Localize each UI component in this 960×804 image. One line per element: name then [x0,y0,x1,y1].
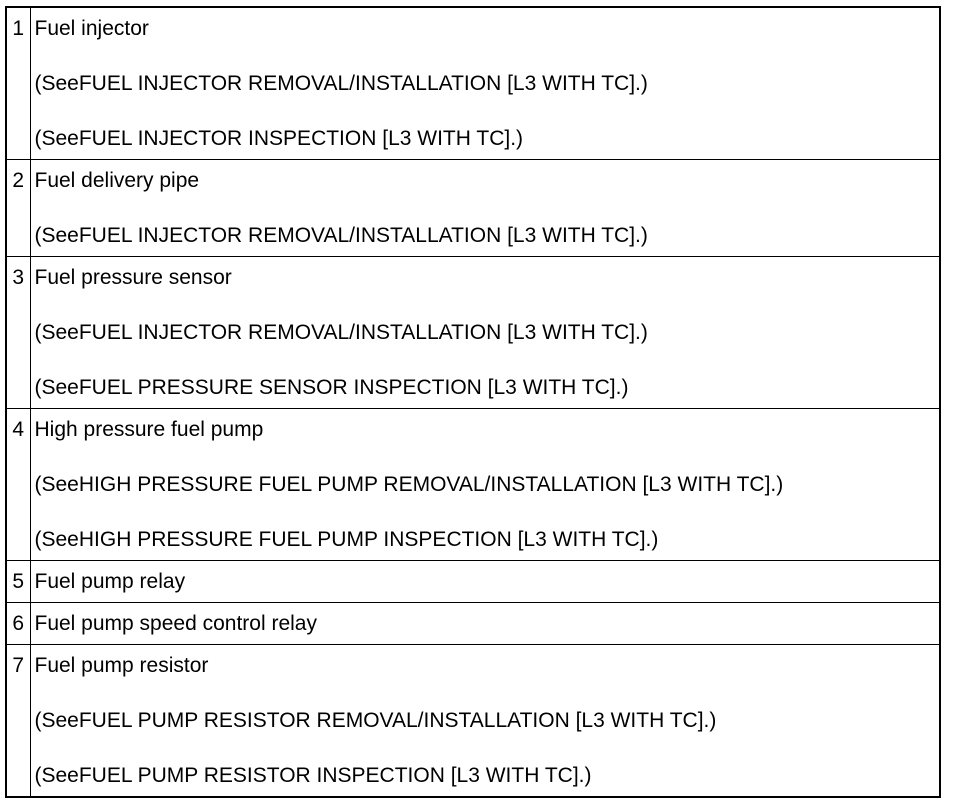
table-row [6,603,940,645]
part-description-cell [30,7,940,160]
reference-link[interactable]: (SeeHIGH PRESSURE FUEL PUMP REMOVAL/INSTALLATION [L3 WITH TC].) [34,473,784,496]
part-number: 5 [12,570,25,593]
table-row [6,160,940,257]
part-name: Fuel pump speed control relay [34,612,317,635]
part-description-cell [30,561,940,603]
part-name: Fuel delivery pipe [34,169,200,192]
reference-link[interactable]: (SeeFUEL INJECTOR INSPECTION [L3 WITH TC].) [34,127,524,150]
part-number-cell [6,645,30,798]
part-description-cell [30,603,940,645]
part-description-cell [30,160,940,257]
part-number-cell [6,257,30,409]
part-description-cell [30,257,940,409]
part-number: 2 [12,169,25,192]
reference-link[interactable]: (SeeHIGH PRESSURE FUEL PUMP INSPECTION [L3 WITH TC].) [34,528,659,551]
reference-link[interactable]: (SeeFUEL INJECTOR REMOVAL/INSTALLATION [L3 WITH TC].) [34,321,648,344]
part-number: 7 [12,654,25,677]
part-number: 3 [12,266,25,289]
table-row [6,257,940,409]
reference-link[interactable]: (SeeFUEL PUMP RESISTOR INSPECTION [L3 WITH TC].) [34,764,592,787]
part-name: Fuel pressure sensor [34,266,232,289]
part-number-cell [6,409,30,561]
part-description-cell [30,645,940,798]
part-number-cell [6,160,30,257]
part-name: Fuel injector [34,17,149,40]
part-number: 6 [12,612,25,635]
reference-link[interactable]: (SeeFUEL PUMP RESISTOR REMOVAL/INSTALLATION [L3 WITH TC].) [34,709,717,732]
table-row [6,409,940,561]
part-number: 1 [12,17,25,40]
part-name: Fuel pump resistor [34,654,209,677]
part-number-cell [6,603,30,645]
part-number-cell [6,561,30,603]
parts-table [5,6,941,798]
reference-link[interactable]: (SeeFUEL INJECTOR REMOVAL/INSTALLATION [L3 WITH TC].) [34,72,648,95]
reference-link[interactable]: (SeeFUEL PRESSURE SENSOR INSPECTION [L3 WITH TC].) [34,376,629,399]
part-name: High pressure fuel pump [34,418,264,441]
table-row [6,645,940,798]
part-number-cell [6,7,30,160]
part-description-cell [30,409,940,561]
part-number: 4 [12,418,25,441]
table-row [6,7,940,160]
part-name: Fuel pump relay [34,570,186,593]
table-row [6,561,940,603]
reference-link[interactable]: (SeeFUEL INJECTOR REMOVAL/INSTALLATION [L3 WITH TC].) [34,224,648,247]
